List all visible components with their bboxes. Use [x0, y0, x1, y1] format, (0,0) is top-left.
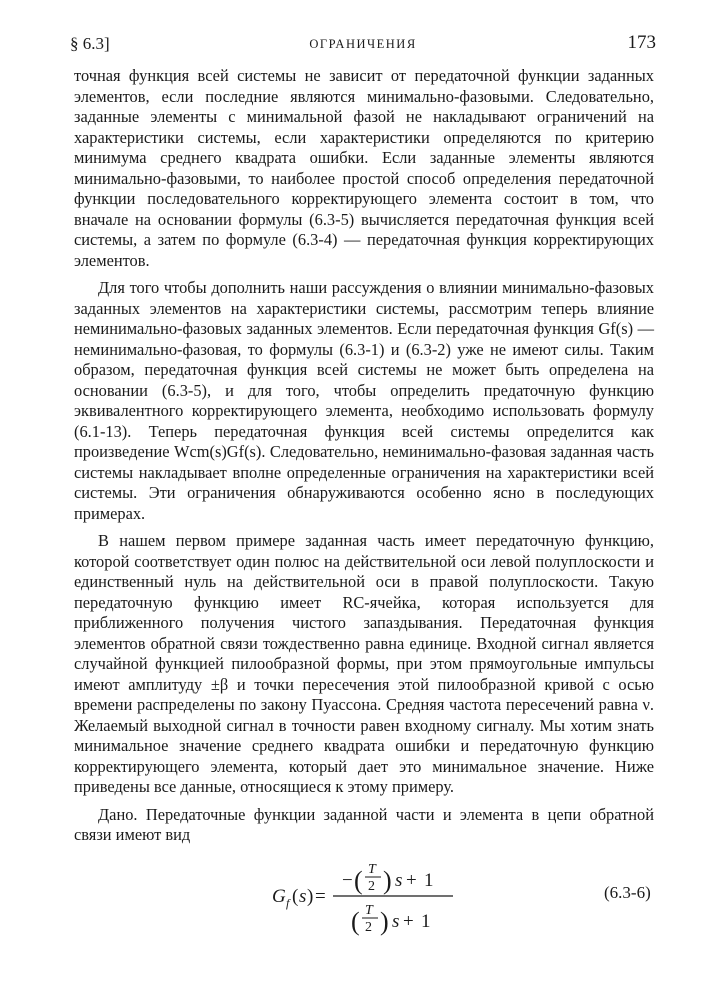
paragraph-1: точная функция всей системы не зависит от передаточной функции заданных элементов, если последние являются минимально-фазовыми. Следовательно, заданные элементы с минимальной фазой не накладывают ограничений на характеристики системы, если характеристики определяются по критерию минимума среднего квадрата ошибки. Если заданные элементы являются минимально-фазовыми, то наиболее простой способ определения передаточной функции последовательного корректирующего элемента состоит в том, что вначале на основании формулы (6.3-5) вычисляется передаточная функция всей системы, а затем по формуле (6.3-4) — передаточная функция корректирующих элементов. — [74, 66, 654, 270]
paragraph-2 — [74, 278, 654, 524]
svg-text:f: f — [286, 896, 290, 910]
svg-text:s: s — [395, 870, 403, 891]
svg-text:2: 2 — [368, 879, 375, 894]
equation-number: (6.3-6) — [604, 883, 651, 902]
svg-text:): ) — [383, 866, 392, 895]
chapter-title: ОГРАНИЧЕНИЯ — [309, 37, 417, 51]
section-reference: § 6.3] — [70, 34, 110, 53]
svg-text:(: ( — [292, 886, 299, 907]
svg-text:T: T — [368, 862, 376, 877]
svg-text:): ) — [380, 907, 389, 936]
svg-text:1: 1 — [424, 870, 434, 891]
equation-6-3-6 — [0, 860, 704, 940]
svg-text:+: + — [406, 870, 417, 891]
body-text — [74, 66, 654, 846]
running-header — [70, 34, 656, 58]
svg-text:s: s — [299, 886, 307, 907]
paragraph-3-text: В нашем первом примере заданная часть имеет передаточную функцию, которой соответствует один полюс на действительной оси левой полуплоскости и единственный нуль на действительной оси в правой полуплоскости. Такую передаточную функцию имеет RC-ячейка, которая используется для приближенного получения чистого запаздывания. Передаточная функция элементов обратной связи тождественно равна единице. Входной сигнал является случайной функцией пилообразной формы, при этом прямоугольные импульсы имеют амплитуду ±β и точки пересечения этой пилообразной кривой с осью времени распределены по закону Пуассона. Средняя частота пересечений равна ν. Желаемый выходной сигнал в точности равен входному сигналу. Мы хотим знать минимальное значение среднего квадрата ошибки и передаточную функцию корректирующего элемента, который дает это минимальное значение. Ниже приведены все данные, относящиеся к этому примеру. — [74, 531, 654, 796]
paragraph-3 — [74, 531, 654, 798]
equation-lhs: G — [272, 886, 286, 907]
svg-text:+: + — [403, 911, 414, 932]
svg-text:): ) — [307, 886, 314, 907]
paragraph-4 — [74, 805, 654, 846]
page-number: 173 — [627, 32, 656, 53]
paragraph-2-text: Для того чтобы дополнить наши рассуждения о влиянии минимально-фазовых заданных элементов на характеристики системы, рассмотрим теперь влияние неминимально-фазовых заданных элементов. Если передаточная функция Gf(s) — неминимально-фазовая, то формулы (6.3-1) и (6.3-2) уже не имеют силы. Таким образом, передаточная функция всей системы не может быть определена на основании (6.3-5), и для того, чтобы определить предаточную функцию эквивалентного корректирующего элемента, необходимо использовать формулу (6.1-13). Теперь передаточная функция всей системы определится как произведение Wcm(s)Gf(s). Следовательно, неминимально-фазовая заданная часть системы накладывает вполне определенные ограничения на характеристики всей системы. Эти ограничения обнаруживаются особенно ясно в последующих примерах. — [74, 278, 654, 523]
svg-text:2: 2 — [365, 920, 372, 935]
equation-numerator — [342, 862, 434, 895]
svg-text:−: − — [342, 870, 353, 891]
svg-text:(: ( — [351, 907, 360, 936]
paragraph-4-text: Дано. Передаточные функции заданной части и элемента в цепи обратной связи имеют вид — [74, 804, 654, 844]
svg-text:s: s — [392, 911, 400, 932]
equation-graphic — [0, 860, 704, 940]
svg-text:1: 1 — [421, 911, 431, 932]
svg-text:(: ( — [354, 866, 363, 895]
equation-denominator — [351, 903, 431, 936]
svg-text:=: = — [315, 886, 326, 907]
svg-text:T: T — [365, 903, 373, 918]
